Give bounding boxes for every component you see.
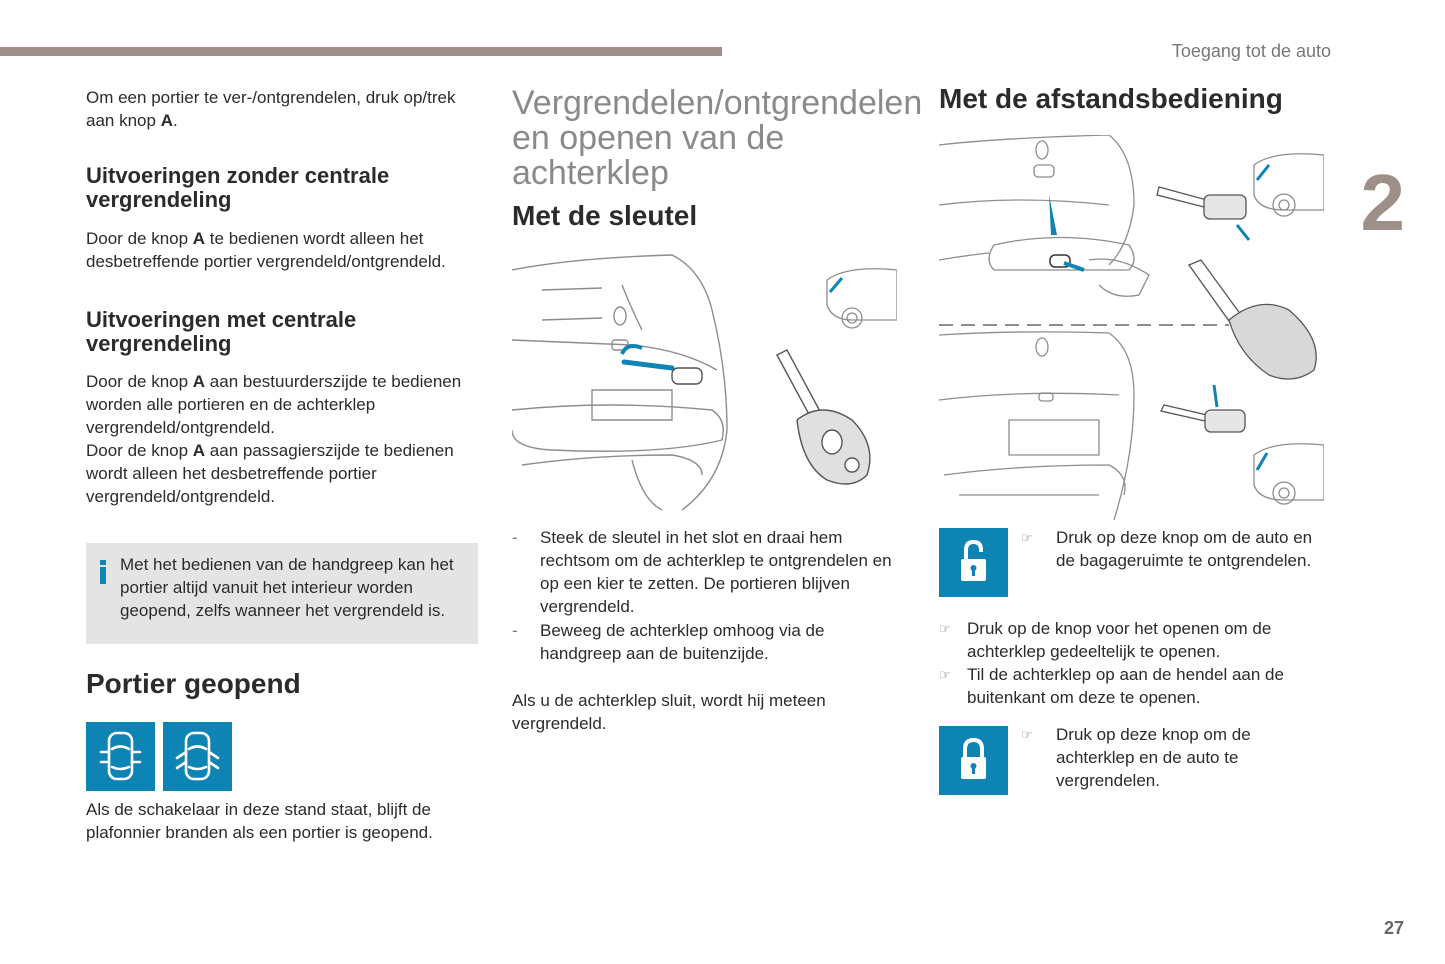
bullet-open-1 bbox=[939, 617, 1331, 663]
chapter-number: 2 bbox=[1360, 158, 1405, 247]
met1-key: A bbox=[192, 372, 206, 391]
door-closed-switch bbox=[86, 722, 155, 791]
section-title: Toegang tot de auto bbox=[1171, 41, 1331, 61]
hand-marker: ☞ bbox=[1021, 727, 1033, 742]
met2-text-a: Door de knop bbox=[86, 441, 193, 460]
intro-key: A bbox=[160, 111, 173, 130]
door-open-switch bbox=[163, 722, 232, 791]
bullet-sleutel-2-text: Beweeg de achterklep omhoog via de handgreep aan de buitenzijde. bbox=[540, 621, 825, 663]
dash-marker: - bbox=[512, 621, 518, 640]
intro-text: Om een portier te ver-/ontgrendelen, druk op/trek aan knop bbox=[86, 88, 456, 130]
intro-paragraph bbox=[86, 86, 481, 132]
zonder-key: A bbox=[192, 229, 206, 248]
info-icon bbox=[98, 560, 108, 584]
bullet-lock bbox=[1021, 723, 1331, 793]
lock-button-icon-box bbox=[939, 726, 1008, 795]
intro-end: . bbox=[172, 111, 178, 130]
unlock-icon bbox=[939, 528, 1008, 597]
paragraph-portier-geopend: Als de schakelaar in deze stand staat, blijft de plafonnier branden als een portier is geopend. bbox=[86, 800, 433, 842]
paragraph-achterklep-sluit: Als u de achterklep sluit, wordt hij meteen vergrendeld. bbox=[512, 691, 826, 733]
main-title-line2: en openen van de achterklep bbox=[512, 119, 785, 192]
paragraph-met-centrale bbox=[86, 370, 481, 508]
met2-key: A bbox=[192, 441, 206, 460]
main-title-line1: Vergrendelen/ontgrendelen bbox=[512, 84, 923, 122]
bullet-open-1-text: Druk op de knop voor het openen om de achterklep gedeeltelijk te openen. bbox=[967, 619, 1272, 661]
met1-text-b: aan bestuurderszijde te bedienen worden alle portieren en de achterklep vergrendeld/ontgrendeld. bbox=[86, 372, 462, 437]
heading-afstandsbediening: Met de afstandsbediening bbox=[939, 83, 1283, 114]
met2-text-b: aan passagierszijde te bedienen wordt alleen het desbetreffende portier vergrendeld/ontgrendeld. bbox=[86, 441, 454, 506]
page-number: 27 bbox=[1383, 918, 1404, 938]
bullet-sleutel-2 bbox=[512, 619, 897, 665]
bullet-sleutel-1 bbox=[512, 526, 897, 618]
info-note bbox=[86, 543, 478, 644]
main-title bbox=[512, 84, 923, 192]
met1-text-a: Door de knop bbox=[86, 372, 193, 391]
remote-illustration bbox=[939, 135, 1324, 520]
bullet-lock-text: Druk op deze knop om de achterklep en de auto te vergrendelen. bbox=[1056, 725, 1251, 790]
bullet-unlock-text: Druk op deze knop om de auto en de bagageruimte te ontgrendelen. bbox=[1056, 528, 1313, 570]
heading-zonder-centrale: Uitvoeringen zonder centrale vergrendeling bbox=[86, 163, 390, 212]
lock-icon bbox=[939, 726, 1008, 795]
bullet-sleutel-1-text: Steek de sleutel in het slot en draai hem rechtsom om de achterklep te ontgrendelen en op een kier te zetten. De portieren blijven vergrendeld. bbox=[540, 528, 892, 616]
bullet-unlock bbox=[1021, 526, 1331, 596]
key-illustration bbox=[512, 250, 897, 515]
door-open-icon bbox=[163, 722, 232, 791]
zonder-text-b: te bedienen wordt alleen het desbetreffende portier vergrendeld/ontgrendeld. bbox=[86, 229, 446, 271]
hand-marker: ☞ bbox=[1021, 530, 1033, 545]
bullet-open-2-text: Til de achterklep op aan de hendel aan de buitenkant om deze te openen. bbox=[967, 665, 1284, 707]
door-closed-icon bbox=[86, 722, 155, 791]
heading-portier-geopend: Portier geopend bbox=[86, 668, 301, 699]
info-note-text: Met het bedienen van de handgreep kan het portier altijd vanuit het interieur worden geopend, zelfs wanneer het vergrendeld is. bbox=[120, 555, 454, 620]
unlock-button-icon-box bbox=[939, 528, 1008, 597]
dash-marker: - bbox=[512, 528, 518, 547]
header-bar bbox=[0, 47, 722, 56]
heading-met-centrale: Uitvoeringen met centrale vergrendeling bbox=[86, 307, 357, 356]
zonder-text-a: Door de knop bbox=[86, 229, 193, 248]
bullet-open-2 bbox=[939, 663, 1331, 709]
hand-marker: ☞ bbox=[939, 667, 951, 682]
paragraph-zonder-centrale bbox=[86, 227, 481, 273]
hand-marker: ☞ bbox=[939, 621, 951, 636]
heading-met-de-sleutel: Met de sleutel bbox=[512, 200, 698, 231]
